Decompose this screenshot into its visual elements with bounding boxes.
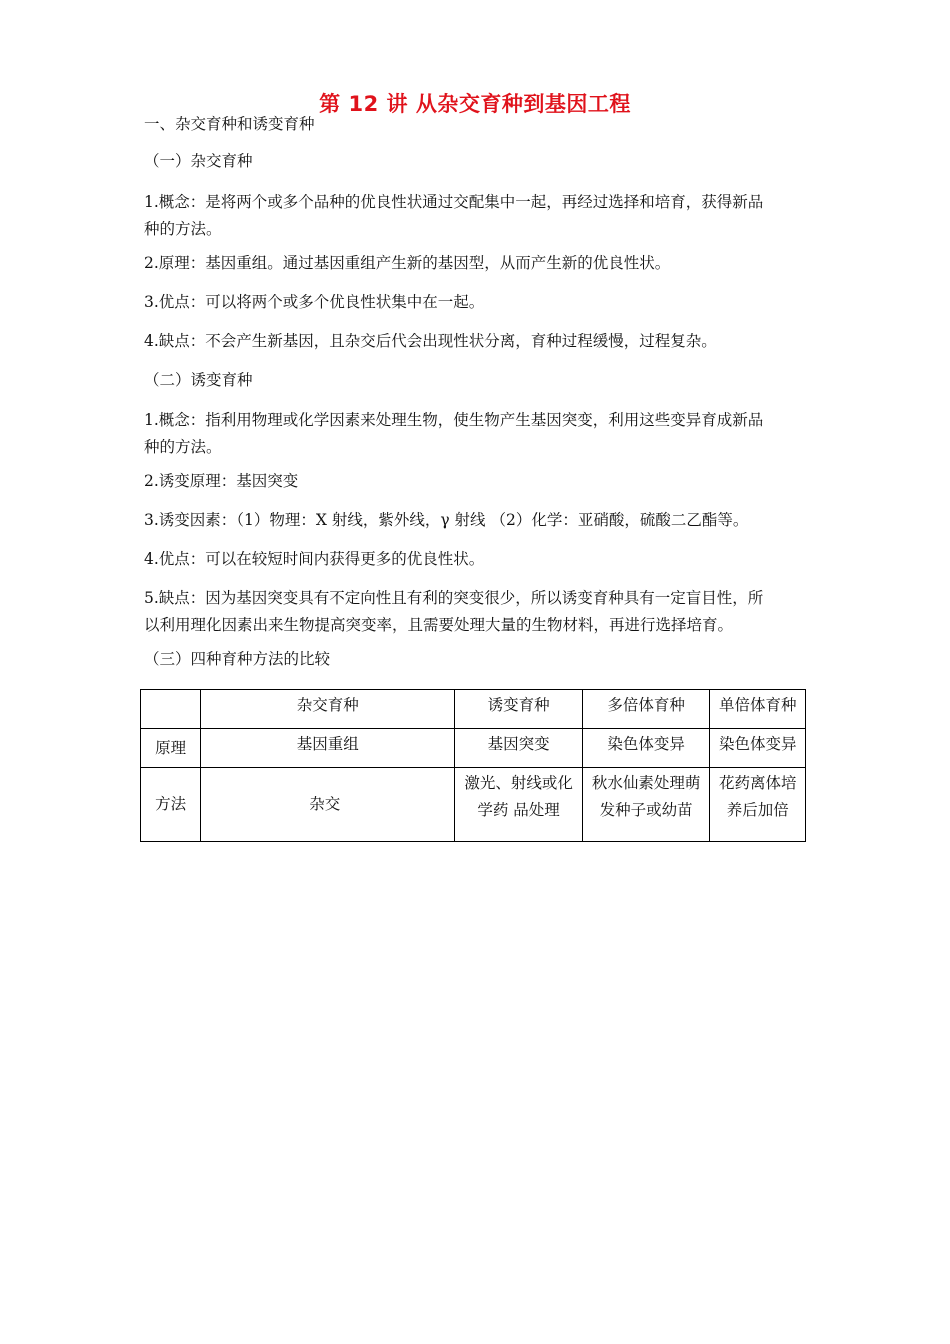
mutation-principle: 2.诱变原理：基因突变 xyxy=(144,472,299,490)
subsection-heading-hybrid: （一）杂交育种 xyxy=(144,152,253,170)
table-row-label: 方法 xyxy=(141,768,201,842)
subsection-heading-comparison: （三）四种育种方法的比较 xyxy=(144,650,331,668)
table-cell: 杂交 xyxy=(201,768,455,842)
table-cell: 花药离体培养后加倍 xyxy=(710,768,806,842)
table-cell: 基因突变 xyxy=(455,729,582,768)
table-row-label: 原理 xyxy=(141,729,201,768)
hybrid-concept-line-1: 1.概念：是将两个或多个品种的优良性状通过交配集中一起，再经过选择和培育，获得新品 xyxy=(144,193,764,211)
table-cell: 激光、射线或化学药 品处理 xyxy=(455,768,582,842)
table-cell: 染色体变异 xyxy=(582,729,710,768)
table-cell: 秋水仙素处理萌发种子或幼苗 xyxy=(582,768,710,842)
table-header-cell-empty xyxy=(141,690,201,729)
comparison-table xyxy=(140,689,806,842)
table-header-cell: 单倍体育种 xyxy=(710,690,806,729)
mutation-factors: 3.诱变因素：（1）物理：X 射线，紫外线，γ 射线 （2）化学：亚硝酸，硫酸二乙酯等。 xyxy=(144,511,749,529)
table-header-cell: 多倍体育种 xyxy=(582,690,710,729)
table-cell: 基因重组 xyxy=(201,729,455,768)
mutation-advantage: 4.优点：可以在较短时间内获得更多的优良性状。 xyxy=(144,550,485,568)
hybrid-advantage: 3.优点：可以将两个或多个优良性状集中在一起。 xyxy=(144,293,485,311)
table-row xyxy=(141,768,806,842)
hybrid-principle: 2.原理：基因重组。通过基因重组产生新的基因型，从而产生新的优良性状。 xyxy=(144,254,671,272)
table-row xyxy=(141,729,806,768)
mutation-disadvantage-line-1: 5.缺点：因为基因突变具有不定向性且有利的突变很少，所以诱变育种具有一定盲目性，所 xyxy=(144,589,764,607)
hybrid-concept-line-2: 种的方法。 xyxy=(144,220,222,238)
section-heading-1: 一、杂交育种和诱变育种 xyxy=(144,115,315,133)
hybrid-disadvantage: 4.缺点：不会产生新基因，且杂交后代会出现性状分离，育种过程缓慢，过程复杂。 xyxy=(144,332,717,350)
mutation-disadvantage-line-2: 以利用理化因素出来生物提高突变率，且需要处理大量的生物材料，再进行选择培育。 xyxy=(144,616,734,634)
table-header-cell: 杂交育种 xyxy=(201,690,455,729)
table-header-row xyxy=(141,690,806,729)
mutation-concept-line-1: 1.概念：指利用物理或化学因素来处理生物，使生物产生基因突变，利用这些变异育成新品 xyxy=(144,411,764,429)
mutation-concept-line-2: 种的方法。 xyxy=(144,438,222,456)
subsection-heading-mutation: （二）诱变育种 xyxy=(144,371,253,389)
table-cell: 染色体变异 xyxy=(710,729,806,768)
page-title: 第 12 讲 从杂交育种到基因工程 xyxy=(319,92,631,116)
table-header-cell: 诱变育种 xyxy=(455,690,582,729)
